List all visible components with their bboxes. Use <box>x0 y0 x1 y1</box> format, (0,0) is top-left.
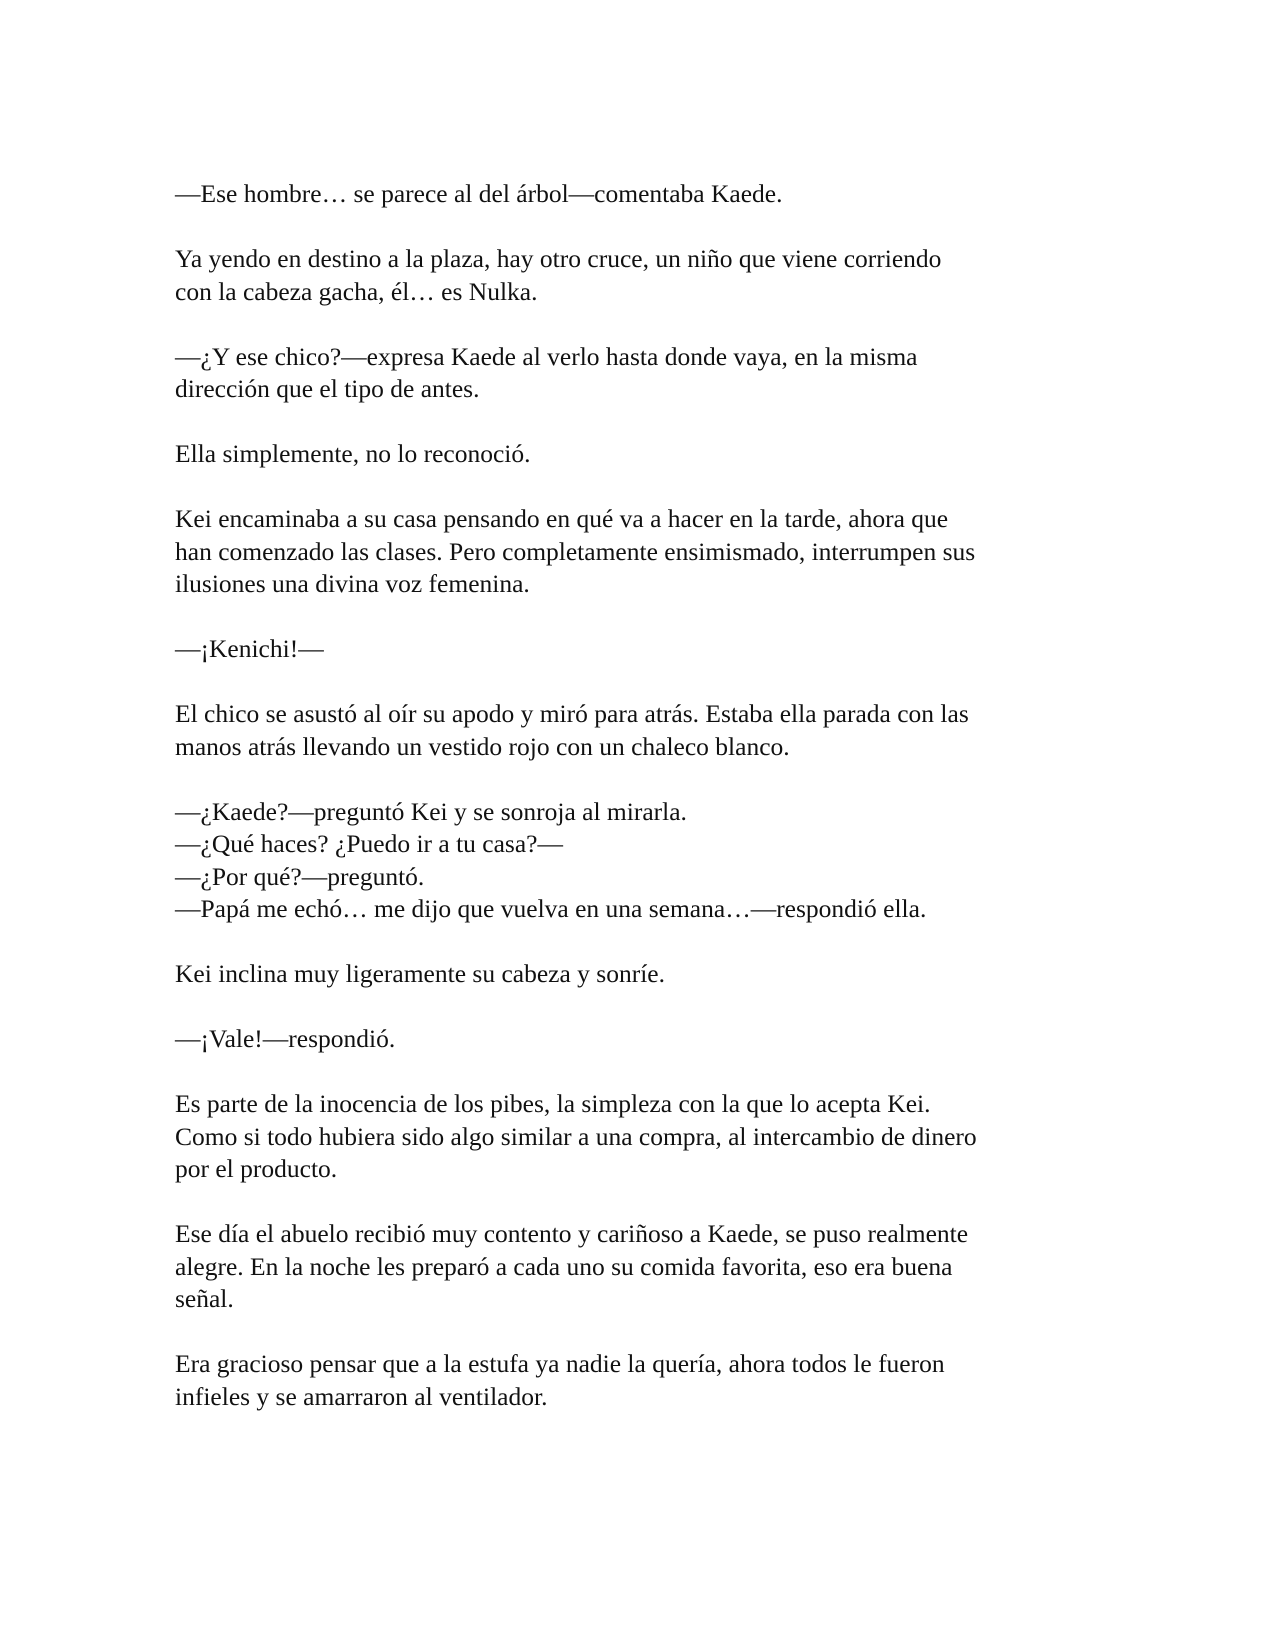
dialogue-block: —¿Kaede?—preguntó Kei y se sonroja al mirarla. —¿Qué haces? ¿Puedo ir a tu casa?— —¿Por qué?—preguntó. —Papá me echó… me dijo que vuelva en una semana…—respondió ella. <box>175 796 927 923</box>
paragraph: Ese día el abuelo recibió muy contento y cariñoso a Kaede, se puso realmente alegre. En la noche les preparó a cada uno su comida favorita, eso era buena señal. <box>175 1219 969 1313</box>
paragraph: Era gracioso pensar que a la estufa ya nadie la quería, ahora todos le fueron infieles y se amarraron al ventilador. <box>175 1349 945 1411</box>
paragraph: Kei inclina muy ligeramente su cabeza y sonríe. <box>175 959 665 988</box>
paragraph: Es parte de la inocencia de los pibes, la simpleza con la que lo acepta Kei. Como si todo hubiera sido algo similar a una compra, al intercambio de dinero por el producto. <box>175 1089 977 1183</box>
page-body <box>175 178 1095 1413</box>
paragraph: Kei encaminaba a su casa pensando en qué va a hacer en la tarde, ahora que han comenzado las clases. Pero completamente ensimismado, interrumpen sus ilusiones una divina voz femenina. <box>175 504 976 598</box>
paragraph: El chico se asustó al oír su apodo y miró para atrás. Estaba ella parada con las manos atrás llevando un vestido rojo con un chaleco blanco. <box>175 699 969 761</box>
paragraph: —¡Vale!—respondió. <box>175 1024 396 1053</box>
paragraph: —¿Y ese chico?—expresa Kaede al verlo hasta donde vaya, en la misma dirección que el tipo de antes. <box>175 341 918 403</box>
paragraph: Ella simplemente, no lo reconoció. <box>175 439 531 468</box>
paragraph: —¡Kenichi!— <box>175 634 324 663</box>
paragraph: Ya yendo en destino a la plaza, hay otro cruce, un niño que viene corriendo con la cabeza gacha, él… es Nulka. <box>175 244 942 306</box>
paragraph: —Ese hombre… se parece al del árbol—comentaba Kaede. <box>175 179 783 208</box>
